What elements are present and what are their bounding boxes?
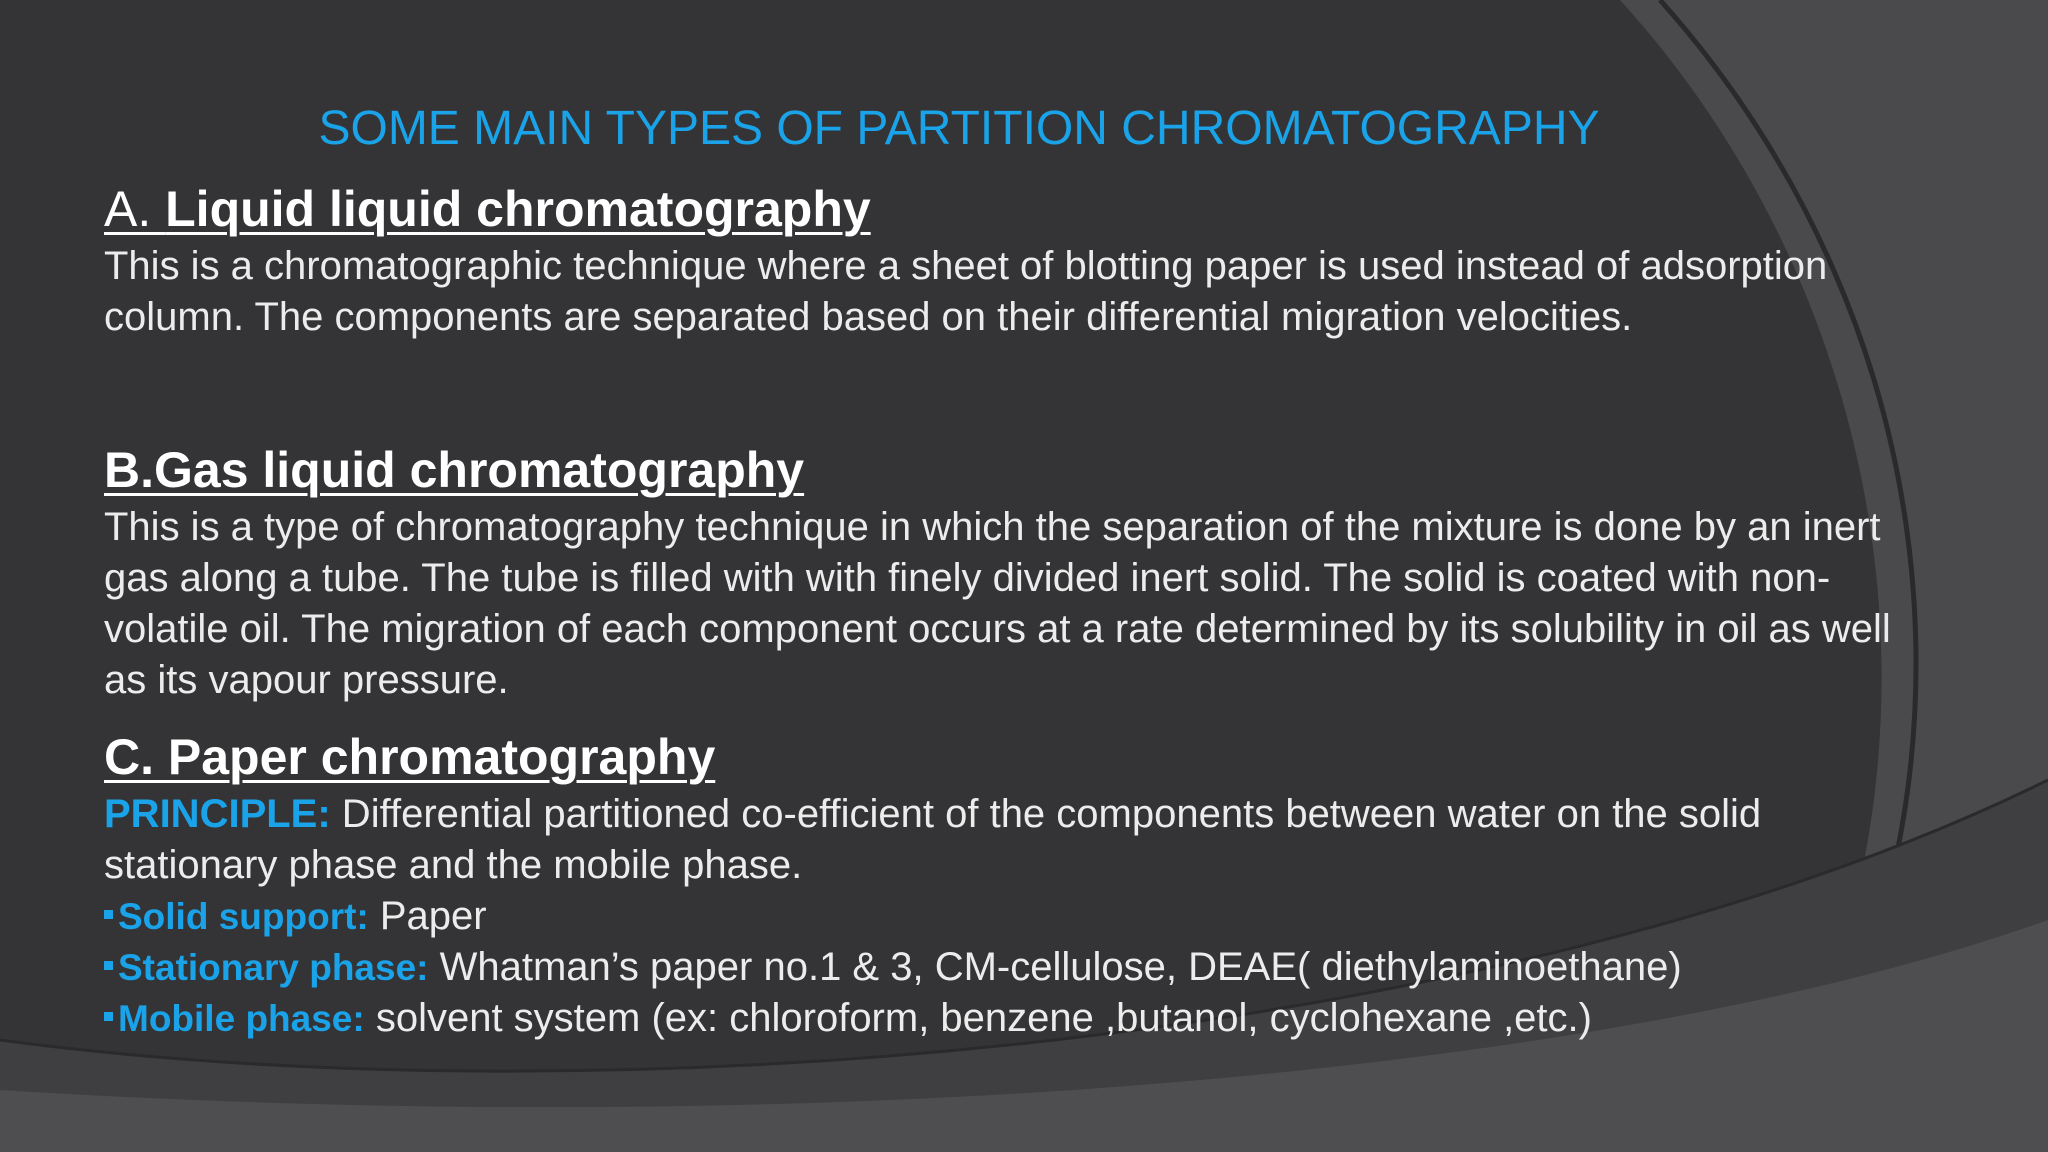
bullet-square-icon (104, 1012, 113, 1021)
section-c-principle (104, 789, 1904, 891)
section-a-heading-text: Liquid liquid chromatography (165, 181, 871, 237)
principle-label: PRINCIPLE: (104, 792, 331, 836)
bullet-solid-support (104, 891, 487, 942)
section-a-prefix: A. (104, 181, 166, 237)
section-a-body: This is a chromatographic technique where a sheet of blotting paper is used instead of adsorption column. The components are separated based on their differential migration velocities. (104, 244, 1828, 339)
bullet-label: Solid support: (118, 896, 369, 937)
slide-title: SOME MAIN TYPES OF PARTITION CHROMATOGRAPHY (318, 102, 1600, 155)
section-b-body: This is a type of chromatography technique in which the separation of the mixture is done by an inert gas along a tube. The tube is filled with with finely divided inert solid. The solid is coated with non-volatile oil. The migration of each component occurs at a rate determined by its solubility in oil as well as its vapour pressure. (104, 505, 1891, 702)
bullet-mobile-phase (104, 993, 1592, 1044)
section-a-heading (104, 180, 871, 238)
bullet-label: Stationary phase: (118, 947, 429, 988)
bullet-stationary-phase (104, 942, 1682, 993)
bullet-square-icon (104, 910, 113, 919)
bullet-text: Whatman’s paper no.1 & 3, CM-cellulose, DEAE( diethylaminoethane) (428, 945, 1682, 989)
principle-text: Differential partitioned co-efficient of the components between water on the solid stationary phase and the mobile phase. (104, 792, 1762, 887)
bullet-text: solvent system (ex: chloroform, benzene ,butanol, cyclohexane ,etc.) (364, 996, 1592, 1040)
bullet-text: Paper (368, 894, 487, 938)
bullet-label: Mobile phase: (118, 998, 365, 1039)
section-b-heading: B.Gas liquid chromatography (104, 442, 805, 498)
section-c-heading: C. Paper chromatography (104, 729, 716, 785)
bullet-square-icon (104, 961, 113, 970)
